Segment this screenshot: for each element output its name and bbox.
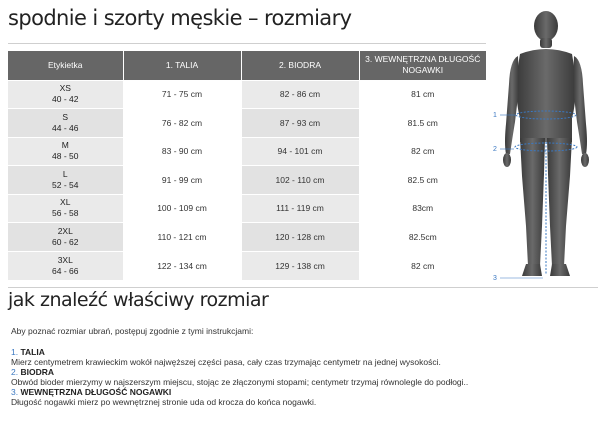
table-row — [8, 109, 486, 138]
marker-2-label: 2 — [493, 146, 497, 153]
waist-cell: 110 - 121 cm — [123, 223, 241, 252]
table-row — [8, 166, 486, 195]
waist-cell: 71 - 75 cm — [123, 80, 241, 109]
table-row — [8, 137, 486, 166]
size-code: M — [61, 140, 69, 151]
instruction-item-waist — [11, 347, 481, 367]
size-label-cell — [8, 80, 123, 109]
waist-cell: 100 - 109 cm — [123, 194, 241, 223]
size-code: 3XL — [57, 254, 73, 265]
body-silhouette-figure — [488, 4, 598, 294]
size-code: XL — [60, 197, 71, 208]
waist-cell: 122 - 134 cm — [123, 251, 241, 280]
size-label-cell — [8, 194, 123, 223]
size-code: L — [62, 168, 68, 179]
instruction-item-hips — [11, 367, 481, 387]
hips-cell: 82 - 86 cm — [241, 80, 359, 109]
section-divider — [8, 287, 598, 288]
instruction-item-inseam — [11, 387, 481, 407]
column-header-label: Etykietka — [8, 51, 123, 80]
instruction-text: Obwód bioder mierzymy w najszerszym miejscu, stojąc ze złączonymi stopami; centymetr trzymaj równolegle do podłogi.. — [11, 377, 469, 387]
hips-cell: 129 - 138 cm — [241, 251, 359, 280]
size-label-cell — [8, 109, 123, 138]
inseam-cell: 82 cm — [359, 137, 486, 166]
hips-cell: 94 - 101 cm — [241, 137, 359, 166]
waist-cell: 76 - 82 cm — [123, 109, 241, 138]
inseam-cell: 81 cm — [359, 80, 486, 109]
instructions-list — [11, 347, 481, 407]
hips-cell: 111 - 119 cm — [241, 194, 359, 223]
inseam-cell: 82.5cm — [359, 223, 486, 252]
table-row — [8, 80, 486, 109]
eu-size-range: 40 - 42 — [52, 94, 79, 105]
intro-text: Aby poznać rozmiar ubrań, postępuj zgodnie z tymi instrukcjami: — [11, 326, 254, 336]
instruction-heading: TALIA — [20, 347, 45, 357]
hips-cell: 120 - 128 cm — [241, 223, 359, 252]
eu-size-range: 48 - 50 — [52, 151, 79, 162]
size-label-cell — [8, 137, 123, 166]
waist-cell: 83 - 90 cm — [123, 137, 241, 166]
hips-cell: 102 - 110 cm — [241, 166, 359, 195]
eu-size-range: 52 - 54 — [52, 179, 79, 190]
title-divider — [8, 43, 486, 44]
column-header-waist: 1. TALIA — [123, 51, 241, 80]
size-code: 2XL — [57, 225, 73, 236]
inseam-cell: 81.5 cm — [359, 109, 486, 138]
instruction-number: 2. — [11, 367, 19, 377]
size-chart-table — [8, 51, 486, 280]
inseam-cell: 82 cm — [359, 251, 486, 280]
table-row — [8, 223, 486, 252]
inseam-cell: 82.5 cm — [359, 166, 486, 195]
instruction-heading: BIODRA — [20, 367, 54, 377]
waist-cell: 91 - 99 cm — [123, 166, 241, 195]
size-label-cell — [8, 166, 123, 195]
marker-3-label: 3 — [493, 275, 497, 282]
table-row — [8, 194, 486, 223]
instruction-text: Mierz centymetrem krawieckim wokół najwęższej części pasa, cały czas trzymając centymetr na jednej wysokości. — [11, 357, 441, 367]
size-label-cell — [8, 223, 123, 252]
eu-size-range: 64 - 66 — [52, 265, 79, 276]
section-title: jak znaleźć właściwy rozmiar — [8, 289, 269, 311]
instruction-number: 3. — [11, 387, 19, 397]
column-header-inseam: 3. WEWNĘTRZNA DŁUGOŚĆ NOGAWKI — [359, 51, 486, 80]
size-code: XS — [59, 83, 71, 94]
hips-cell: 87 - 93 cm — [241, 109, 359, 138]
size-label-cell — [8, 251, 123, 280]
table-header-row — [8, 51, 486, 80]
instruction-text: Długość nogawki mierz po wewnętrznej stronie uda od krocza do końca nogawki. — [11, 397, 317, 407]
inseam-cell: 83cm — [359, 194, 486, 223]
instruction-number: 1. — [11, 347, 19, 357]
column-header-hips: 2. BIODRA — [241, 51, 359, 80]
table-row — [8, 251, 486, 280]
eu-size-range: 44 - 46 — [52, 122, 79, 133]
size-code: S — [62, 111, 69, 122]
instruction-heading: WEWNĘTRZNA DŁUGOŚĆ NOGAWKI — [20, 387, 172, 397]
eu-size-range: 60 - 62 — [52, 236, 79, 247]
marker-1-label: 1 — [493, 112, 497, 119]
page-title: spodnie i szorty męskie – rozmiary — [8, 6, 352, 30]
eu-size-range: 56 - 58 — [52, 208, 79, 219]
